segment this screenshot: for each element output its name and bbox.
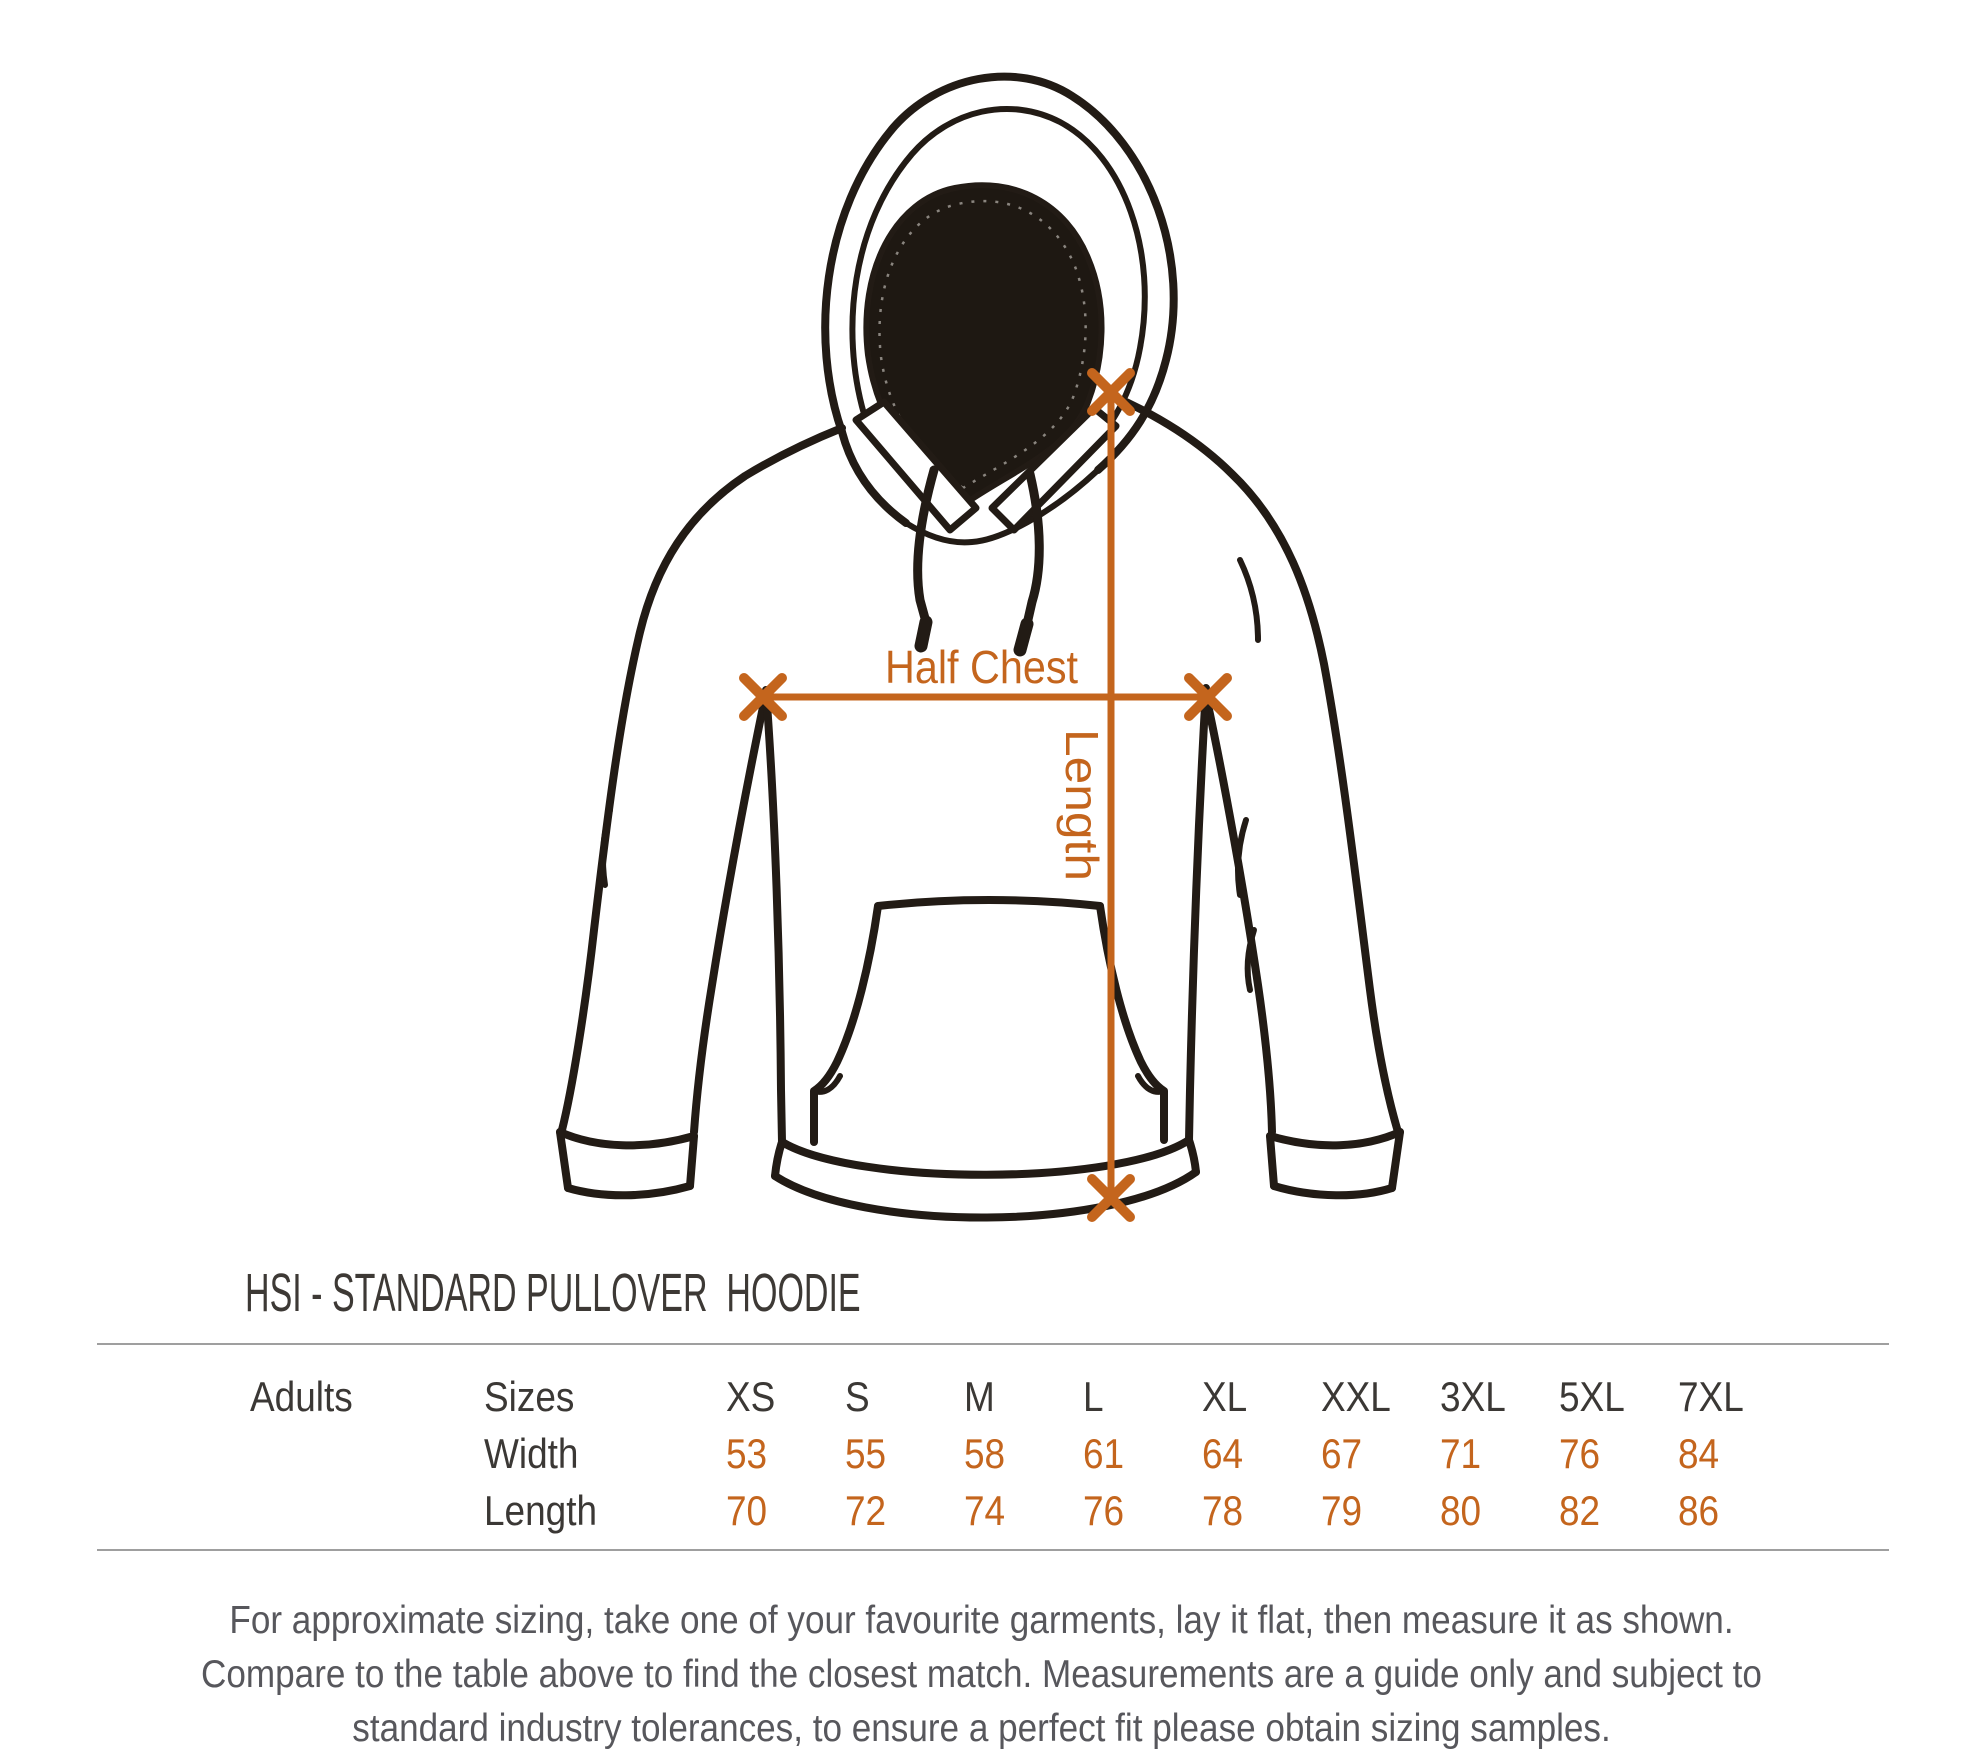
size-header: S xyxy=(845,1373,870,1420)
size-header: 5XL xyxy=(1559,1373,1625,1420)
length-value: 76 xyxy=(1083,1487,1125,1534)
cuff-left xyxy=(560,1132,694,1195)
row-label-width: Width xyxy=(484,1430,579,1477)
row-label-sizes: Sizes xyxy=(484,1373,575,1420)
width-value: 84 xyxy=(1678,1430,1720,1477)
length-value: 70 xyxy=(726,1487,768,1534)
length-value: 80 xyxy=(1440,1487,1482,1534)
width-value: 64 xyxy=(1202,1430,1244,1477)
width-value: 71 xyxy=(1440,1430,1482,1477)
sizing-note-line-3: standard industry tolerances, to ensure a perfect fit please obtain sizing samples. xyxy=(352,1707,1611,1750)
width-value: 67 xyxy=(1321,1430,1363,1477)
product-title: HSI - STANDARD PULLOVER HOODIE xyxy=(245,1263,861,1323)
body-outline xyxy=(562,396,1398,1142)
width-value: 55 xyxy=(845,1430,887,1477)
length-value: 74 xyxy=(964,1487,1006,1534)
width-value: 61 xyxy=(1083,1430,1125,1477)
sizing-note-line-2: Compare to the table above to find the closest match. Measurements are a guide only and subject to xyxy=(201,1653,1762,1696)
width-value: 53 xyxy=(726,1430,768,1477)
divider-bottom xyxy=(97,1549,1889,1551)
length-value: 78 xyxy=(1202,1487,1244,1534)
size-header: XL xyxy=(1202,1373,1248,1420)
size-table xyxy=(250,1368,1797,1539)
size-header: XS xyxy=(726,1373,776,1420)
size-header: 3XL xyxy=(1440,1373,1506,1420)
sizing-note xyxy=(0,1594,1963,1756)
size-header: XXL xyxy=(1321,1373,1391,1420)
size-header: M xyxy=(964,1373,995,1420)
length-value: 79 xyxy=(1321,1487,1363,1534)
table-spacer xyxy=(250,1425,456,1482)
sizing-note-line-1: For approximate sizing, take one of your favourite garments, lay it flat, then measure it as shown. xyxy=(229,1599,1734,1642)
row-label-length: Length xyxy=(484,1487,598,1534)
table-group-label: Adults xyxy=(250,1373,353,1420)
length-value: 82 xyxy=(1559,1487,1601,1534)
length-value: 72 xyxy=(845,1487,887,1534)
half-chest-measurement xyxy=(744,641,1227,716)
length-label: Length xyxy=(1056,729,1108,870)
size-header: 7XL xyxy=(1678,1373,1744,1420)
table-spacer xyxy=(250,1482,456,1539)
half-chest-label: Half Chest xyxy=(885,641,1079,693)
cuff-right xyxy=(1270,1132,1400,1195)
hood-face-opening xyxy=(856,185,1116,542)
width-value: 76 xyxy=(1559,1430,1601,1477)
divider-top xyxy=(97,1343,1889,1345)
size-header: L xyxy=(1083,1373,1104,1420)
width-value: 58 xyxy=(964,1430,1006,1477)
length-value: 86 xyxy=(1678,1487,1720,1534)
